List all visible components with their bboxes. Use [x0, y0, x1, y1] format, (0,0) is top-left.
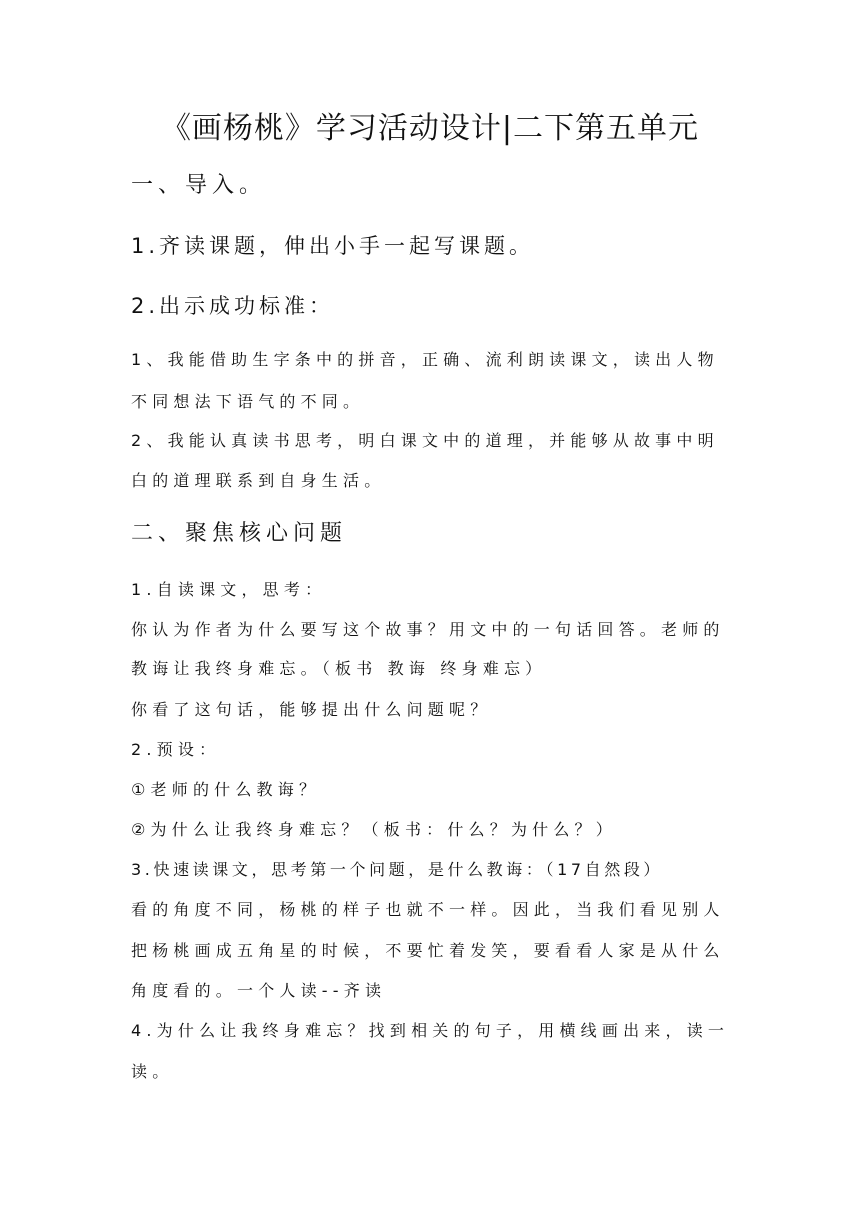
paragraph-line: 你认为作者为什么要写这个故事？用文中的一句话回答。老师的	[131, 620, 725, 639]
section-heading-intro: 一、导入。	[131, 173, 267, 198]
paragraph-line: 读。	[131, 1062, 174, 1081]
paragraph-line: ①老师的什么教诲？	[131, 780, 321, 799]
paragraph-line: 看的角度不同，杨桃的样子也就不一样。因此，当我们看见别人	[131, 900, 725, 919]
paragraph-line: 角度看的。一个人读--齐读	[131, 981, 387, 1000]
paragraph-line: 4.为什么让我终身难忘？找到相关的句子，用横线画出来，读一	[131, 1021, 730, 1040]
section-heading-core-question: 二、聚焦核心问题	[131, 521, 348, 546]
paragraph-line: 1.自读课文，思考：	[131, 580, 327, 599]
criteria-line: 不同想法下语气的不同。	[131, 392, 365, 411]
paragraph-line: 把杨桃画成五角星的时候，不要忙着发笑，要看看人家是从什么	[131, 941, 725, 960]
paragraph-line: 教诲让我终身难忘。（板书 教诲 终身难忘）	[131, 659, 547, 678]
paragraph-line: 3.快速读课文，思考第一个问题，是什么教诲：（17自然段）	[131, 860, 664, 879]
criteria-line: 白的道理联系到自身生活。	[131, 471, 386, 490]
step-success-criteria: 2.出示成功标准：	[131, 294, 335, 318]
paragraph-line: 2.预设：	[131, 740, 221, 759]
page-title: 《画杨桃》学习活动设计|二下第五单元	[160, 111, 700, 146]
paragraph-line: 你看了这句话，能够提出什么问题呢？	[131, 700, 492, 719]
step-read-title: 1.齐读课题，伸出小手一起写课题。	[131, 234, 535, 258]
criteria-line: 2、我能认真读书思考，明白课文中的道理，并能够从故事中明	[131, 431, 719, 450]
paragraph-line: ②为什么让我终身难忘？（板书：什么？为什么？）	[131, 820, 617, 839]
criteria-line: 1、我能借助生字条中的拼音，正确、流利朗读课文，读出人物	[131, 350, 719, 369]
